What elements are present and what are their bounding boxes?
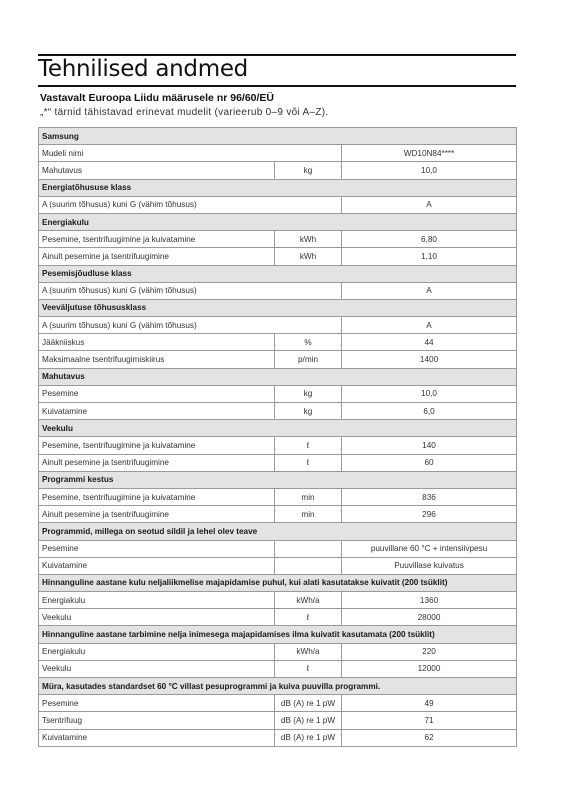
table-row bbox=[39, 712, 517, 729]
section-header bbox=[39, 213, 517, 230]
table-row bbox=[39, 729, 517, 746]
row-value: 49 bbox=[342, 695, 517, 712]
row-unit: ℓ bbox=[275, 454, 342, 471]
table-row bbox=[39, 351, 517, 368]
table-row bbox=[39, 282, 517, 299]
capacity-header: Mahutavus bbox=[39, 368, 517, 385]
wash-class-value: A bbox=[342, 282, 517, 299]
row-label: Ainult pesemine ja tsentrifuugimine bbox=[39, 248, 275, 265]
row-unit: kg bbox=[275, 403, 342, 420]
row-label: Ainult pesemine ja tsentrifuugimine bbox=[39, 454, 275, 471]
row-value: 6,80 bbox=[342, 231, 517, 248]
section-header bbox=[39, 678, 517, 695]
table-row bbox=[39, 437, 517, 454]
row-unit: kWh bbox=[275, 248, 342, 265]
section-header bbox=[39, 265, 517, 282]
row-unit: % bbox=[275, 334, 342, 351]
energy-use-header: Energiakulu bbox=[39, 213, 517, 230]
section-header-brand bbox=[39, 128, 517, 145]
row-unit: dB (A) re 1 pW bbox=[275, 695, 342, 712]
row-unit: kWh/a bbox=[275, 643, 342, 660]
section-header bbox=[39, 471, 517, 488]
table-row bbox=[39, 557, 517, 574]
section-header bbox=[39, 368, 517, 385]
row-label: Kuivatamine bbox=[39, 557, 275, 574]
capacity-value: 10,0 bbox=[342, 162, 517, 179]
spin-class-value: A bbox=[342, 317, 517, 334]
programs-header: Programmid, millega on seotud sildil ja lehel olev teave bbox=[39, 523, 517, 540]
row-value: 60 bbox=[342, 454, 517, 471]
table-row bbox=[39, 454, 517, 471]
table-row bbox=[39, 145, 517, 162]
section-header bbox=[39, 420, 517, 437]
table-row bbox=[39, 334, 517, 351]
row-value: 62 bbox=[342, 729, 517, 746]
row-label: Kuivatamine bbox=[39, 729, 275, 746]
table-row bbox=[39, 660, 517, 677]
row-value: 1,10 bbox=[342, 248, 517, 265]
row-unit: dB (A) re 1 pW bbox=[275, 729, 342, 746]
row-unit: kWh/a bbox=[275, 592, 342, 609]
table-row bbox=[39, 403, 517, 420]
page-title: Tehnilised andmed bbox=[38, 54, 516, 87]
water-use-header: Veekulu bbox=[39, 420, 517, 437]
table-row bbox=[39, 385, 517, 402]
row-unit: ℓ bbox=[275, 609, 342, 626]
row-unit: p/min bbox=[275, 351, 342, 368]
wash-class-label: A (suurim tõhusus) kuni G (vähim tõhusus) bbox=[39, 282, 342, 299]
row-unit bbox=[275, 557, 342, 574]
row-label: Maksimaalne tsentrifuugimiskiirus bbox=[39, 351, 275, 368]
row-label: Pesemine bbox=[39, 695, 275, 712]
row-value: puuvillane 60 °C + intensiivpesu bbox=[342, 540, 517, 557]
regulation-subtitle: Vastavalt Euroopa Liidu määrusele nr 96/60/EÜ bbox=[40, 92, 275, 104]
table-row bbox=[39, 540, 517, 557]
row-label: Energiakulu bbox=[39, 643, 275, 660]
table-row bbox=[39, 162, 517, 179]
row-label: Veekulu bbox=[39, 609, 275, 626]
model-name-value: WD10N84**** bbox=[342, 145, 517, 162]
row-value: 28000 bbox=[342, 609, 517, 626]
table-row bbox=[39, 506, 517, 523]
row-label: Pesemine bbox=[39, 385, 275, 402]
row-value: 12000 bbox=[342, 660, 517, 677]
noise-header: Müra, kasutades standardset 60 °C villast pesuprogrammi ja kuiva puuvilla programmi. bbox=[39, 678, 517, 695]
table-row bbox=[39, 488, 517, 505]
row-value: 44 bbox=[342, 334, 517, 351]
row-label: Veekulu bbox=[39, 660, 275, 677]
row-unit: ℓ bbox=[275, 437, 342, 454]
row-unit: min bbox=[275, 506, 342, 523]
row-value: 220 bbox=[342, 643, 517, 660]
model-asterisk-note: „*“ tärnid tähistavad erinevat mudelit (varieerub 0–9 või A–Z). bbox=[40, 107, 329, 118]
annual-dry-header: Hinnanguline aastane kulu neljaliikmelise majapidamise puhul, kui alati kasutatakse kuivatit (200 tsüklit) bbox=[39, 574, 517, 591]
row-value: Puuvillase kuivatus bbox=[342, 557, 517, 574]
row-value: 140 bbox=[342, 437, 517, 454]
brand-header: Samsung bbox=[39, 128, 517, 145]
row-label: Pesemine bbox=[39, 540, 275, 557]
row-value: 836 bbox=[342, 488, 517, 505]
row-unit: min bbox=[275, 488, 342, 505]
row-unit: ℓ bbox=[275, 660, 342, 677]
energy-class-header: Energiatõhususe klass bbox=[39, 179, 517, 196]
table-row bbox=[39, 643, 517, 660]
capacity-label: Mahutavus bbox=[39, 162, 275, 179]
table-row bbox=[39, 317, 517, 334]
row-label: Pesemine, tsentrifuugimine ja kuivatamine bbox=[39, 231, 275, 248]
wash-class-header: Pesemisjõudluse klass bbox=[39, 265, 517, 282]
row-label: Energiakulu bbox=[39, 592, 275, 609]
row-unit bbox=[275, 540, 342, 557]
row-unit: dB (A) re 1 pW bbox=[275, 712, 342, 729]
spin-class-header: Veeväljutuse tõhususklass bbox=[39, 299, 517, 316]
table-row bbox=[39, 609, 517, 626]
row-value: 71 bbox=[342, 712, 517, 729]
row-value: 10,0 bbox=[342, 385, 517, 402]
section-header bbox=[39, 574, 517, 591]
row-value: 6,0 bbox=[342, 403, 517, 420]
section-header bbox=[39, 299, 517, 316]
row-value: 1360 bbox=[342, 592, 517, 609]
model-name-label: Mudeli nimi bbox=[39, 145, 342, 162]
section-header bbox=[39, 626, 517, 643]
duration-header: Programmi kestus bbox=[39, 471, 517, 488]
row-unit: kWh bbox=[275, 231, 342, 248]
row-label: Kuivatamine bbox=[39, 403, 275, 420]
row-label: Tsentrifuug bbox=[39, 712, 275, 729]
row-label: Pesemine, tsentrifuugimine ja kuivatamine bbox=[39, 437, 275, 454]
table-row bbox=[39, 695, 517, 712]
spin-class-label: A (suurim tõhusus) kuni G (vähim tõhusus) bbox=[39, 317, 342, 334]
section-header bbox=[39, 523, 517, 540]
row-label: Ainult pesemine ja tsentrifuugimine bbox=[39, 506, 275, 523]
table-row bbox=[39, 196, 517, 213]
row-label: Jääkniiskus bbox=[39, 334, 275, 351]
row-label: Pesemine, tsentrifuugimine ja kuivatamine bbox=[39, 488, 275, 505]
row-unit: kg bbox=[275, 385, 342, 402]
capacity-unit: kg bbox=[275, 162, 342, 179]
table-row bbox=[39, 231, 517, 248]
energy-class-label: A (suurim tõhusus) kuni G (vähim tõhusus) bbox=[39, 196, 342, 213]
energy-class-value: A bbox=[342, 196, 517, 213]
row-value: 1400 bbox=[342, 351, 517, 368]
annual-nodry-header: Hinnanguline aastane tarbimine nelja inimesega majapidamises ilma kuivatit kasutamata (200 tsüklit) bbox=[39, 626, 517, 643]
table-row bbox=[39, 248, 517, 265]
row-value: 296 bbox=[342, 506, 517, 523]
specifications-table bbox=[38, 127, 517, 747]
section-header bbox=[39, 179, 517, 196]
table-row bbox=[39, 592, 517, 609]
